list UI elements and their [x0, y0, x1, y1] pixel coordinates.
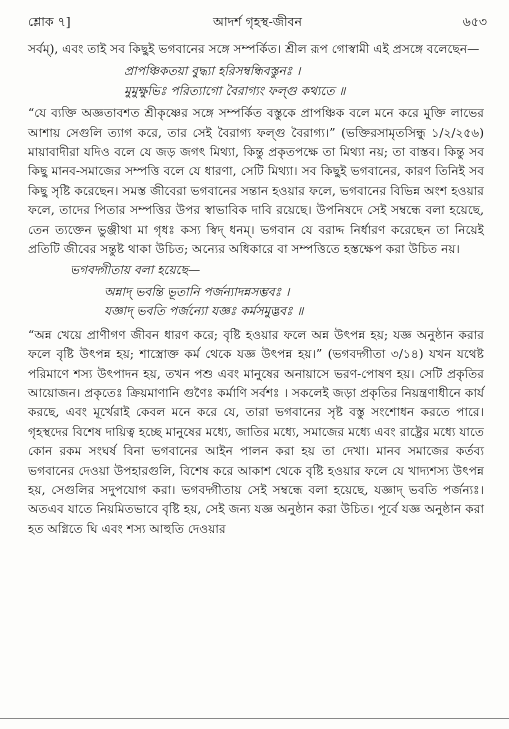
sanskrit-verse-2: [104, 283, 484, 322]
sanskrit-verse-1: [124, 62, 484, 101]
verse-2-line-2: যজ্ঞাদ্ ভবতি পর্জন্যো যজ্ঞঃ কর্মসমুদ্ভবঃ ॥: [104, 304, 304, 319]
chapter-verse-label: শ্লোক ৭]: [28, 14, 71, 29]
running-title: আদর্শ গৃহস্থ-জীবন: [213, 14, 302, 29]
page-body: [28, 40, 484, 539]
verse-2-line-1: অন্নাদ্ ভবন্তি ভূতানি পর্জন্যাদন্নসম্ভবঃ ।: [104, 284, 290, 299]
gita-intro-line: ভগবদ্গীতায় বলা হয়েছে—: [70, 263, 201, 278]
paragraph-2: “যে ব্যক্তি অজ্ঞতাবশত শ্রীকৃষ্ণের সঙ্গে সম্পর্কিত বস্তুকে প্রাপঞ্চিক বলে মনে করে মুক্তি লাভের আশায় সেগুলি ত্যাগ করে, তার সেই বৈরাগ্য ফল্গু বৈরাগ্য।” (ভক্তিরসামৃতসিন্ধু ১/২/২৫৬) মায়াবাদীরা যদিও বলে যে জড় জগৎ মিথ্যা, কিন্তু প্রকৃতপক্ষে তা মিথ্যা নয়; তা বাস্তব। কিন্তু সব কিছু মানব-সমাজের সম্পত্তি বলে যে ধারণা, সেটি মিথ্যা। সব কিছুই ভগবানের, কারণ তিনিই সব কিছু সৃষ্টি করেছেন। সমস্ত জীবেরা ভগবানের সন্তান হওয়ার ফলে, ভগবানের বিভিন্ন অংশ হওয়ার ফলে, তাদের পিতার সম্পত্তির উপর স্বাভাবিক দাবি রয়েছে। উপনিষদে সেই সম্বন্ধে বলা হয়েছে, তেন ত্যক্তেন ভুঞ্জীথা মা গৃধঃ কস্য স্বিদ্ ধনম্। ভগবান যে বরাদ্দ নির্ধারণ করেছেন তা নিয়েই প্রতিটি জীবের সন্তুষ্ট থাকা উচিত; অন্যের অধিকারে বা সম্পত্তিতে হস্তক্ষেপ করা উচিত নয়।: [28, 106, 484, 257]
bottom-rule: [0, 718, 509, 719]
page-number: ৬৫৩: [462, 14, 487, 29]
paragraph-1: সর্বম্), এবং তাই সব কিছুই ভগবানের সঙ্গে সম্পর্কিত। শ্রীল রূপ গোস্বামী এই প্রসঙ্গে বলেছেন—: [28, 42, 480, 56]
page-header: [28, 14, 487, 34]
paragraph-3: “অন্ন খেয়ে প্রাণীগণ জীবন ধারণ করে; বৃষ্টি হওয়ার ফলে অন্ন উৎপন্ন হয়; যজ্ঞ অনুষ্ঠান করার ফলে বৃষ্টি উৎপন্ন হয়; শাস্ত্রোক্ত কর্ম থেকে যজ্ঞ উৎপন্ন হয়।” (ভগবদ্গীতা ৩/১৪) যখন যথেষ্ট পরিমাণে শস্য উৎপাদন হয়, তখন পশু এবং মানুষের অনায়াসে ভরণ-পোষণ হয়। সেটি প্রকৃতির আয়োজন। প্রকৃতেঃ ক্রিয়মাণানি গুণৈঃ কর্মাণি সর্বশঃ । সকলেই জড়া প্রকৃতির নিয়ন্ত্রণাধীনে কার্য করছে, এবং মূর্খেরাই কেবল মনে করে যে, তারা ভগবানের সৃষ্ট বস্তু সংশোধন করতে পারে। গৃহস্থদের বিশেষ দায়িত্ব হচ্ছে মানুষের মধ্যে, জাতির মধ্যে, সমাজের মধ্যে এবং রাষ্ট্রের মধ্যে যাতে কোন রকম সংঘর্ষ বিনা ভগবানের আইন পালন করা হয় তা দেখা। মানব সমাজের কর্তব্য ভগবানের দেওয়া উপহারগুলি, বিশেষ করে আকাশ থেকে বৃষ্টি হওয়ার ফলে যে খাদ্যশস্য উৎপন্ন হয়, সেগুলির সদুপযোগ করা। ভগবদ্গীতায় সেই সম্বন্ধে বলা হয়েছে, যজ্ঞাদ্ ভবতি পর্জন্যঃ। অতএব যাতে নিয়মিতভাবে বৃষ্টি হয়, সেই জন্য যজ্ঞ অনুষ্ঠান করা উচিত। পূর্বে যজ্ঞ অনুষ্ঠান করা হত অগ্নিতে ঘি এবং শস্য আহুতি দেওয়ার: [28, 327, 484, 536]
verse-1-line-2: মুমুক্ষুভিঃ পরিত্যাগো বৈরাগ্যং ফল্গু কথ্যতে ॥: [124, 83, 346, 98]
verse-1-line-1: প্রাপঞ্চিকতয়া বুদ্ধ্যা হরিসম্বন্ধিবস্তুনঃ ।: [124, 64, 301, 79]
